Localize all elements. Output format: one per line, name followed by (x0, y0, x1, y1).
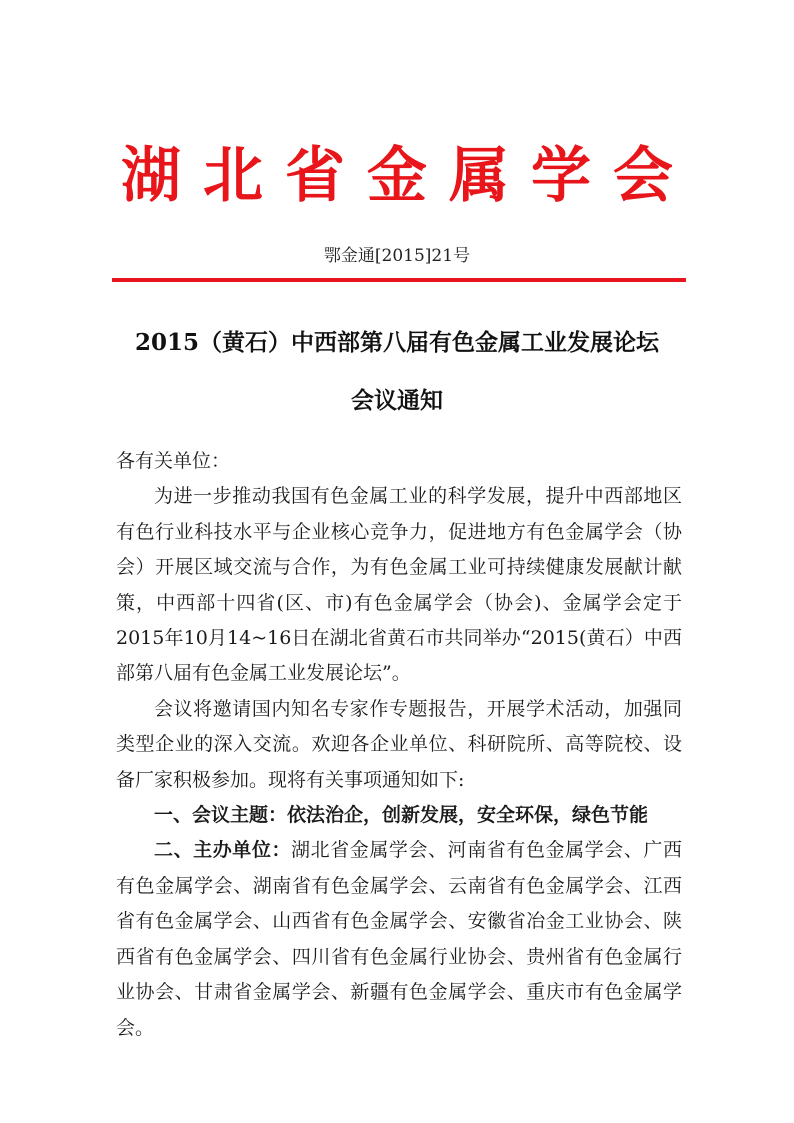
item-organizers (116, 833, 682, 1045)
item-theme (116, 798, 682, 833)
paragraph-invitation: 会议将邀请国内知名专家作专题报告，开展学术活动，加强同类型企业的深入交流。欢迎各企业单位、科研院所、高等院校、设备厂家积极参加。现将有关事项通知如下: (116, 697, 682, 791)
item-theme-text: 依法治企，创新发展，安全环保，绿色节能 (287, 804, 649, 827)
item-organizers-label: 二、主办单位： (154, 839, 292, 862)
item-organizers-text: 湖北省金属学会、河南省有色金属学会、广西有色金属学会、湖南省有色金属学会、云南省有色金属学会、江西省有色金属学会、山西省有色金属学会、安徽省冶金工业协会、陕西省有色金属学会、四川省有色金属行业协会、贵州省有色金属行业协会、甘肃省金属学会、新疆有色金属学会、重庆市有色金属学会。 (116, 839, 682, 1039)
document-body (116, 444, 682, 1046)
paragraph-intro: 为进一步推动我国有色金属工业的科学发展，提升中西部地区有色行业科技水平与企业核心竞争力，促进地方有色金属学会（协会）开展区域交流与合作，为有色金属工业可持续健康发展献计献策，中西部十四省(区、市)有色金属学会（协会)、金属学会定于2015年10月14~16日在湖北省黄石市共同举办“2015(黄石）中西部第八届有色金属工业发展论坛”。 (116, 485, 682, 685)
notice-title: 2015（黄石）中西部第八届有色金属工业发展论坛 (134, 329, 659, 356)
salutation: 各有关单位： (116, 450, 231, 472)
item-theme-label: 一、会议主题： (154, 804, 288, 827)
notice-subtitle: 会议通知 (351, 387, 443, 414)
red-divider (112, 278, 686, 282)
document-number: 鄂金通[2015]21号 (323, 246, 471, 266)
organization-title: 湖北省金属学会 (121, 141, 695, 211)
